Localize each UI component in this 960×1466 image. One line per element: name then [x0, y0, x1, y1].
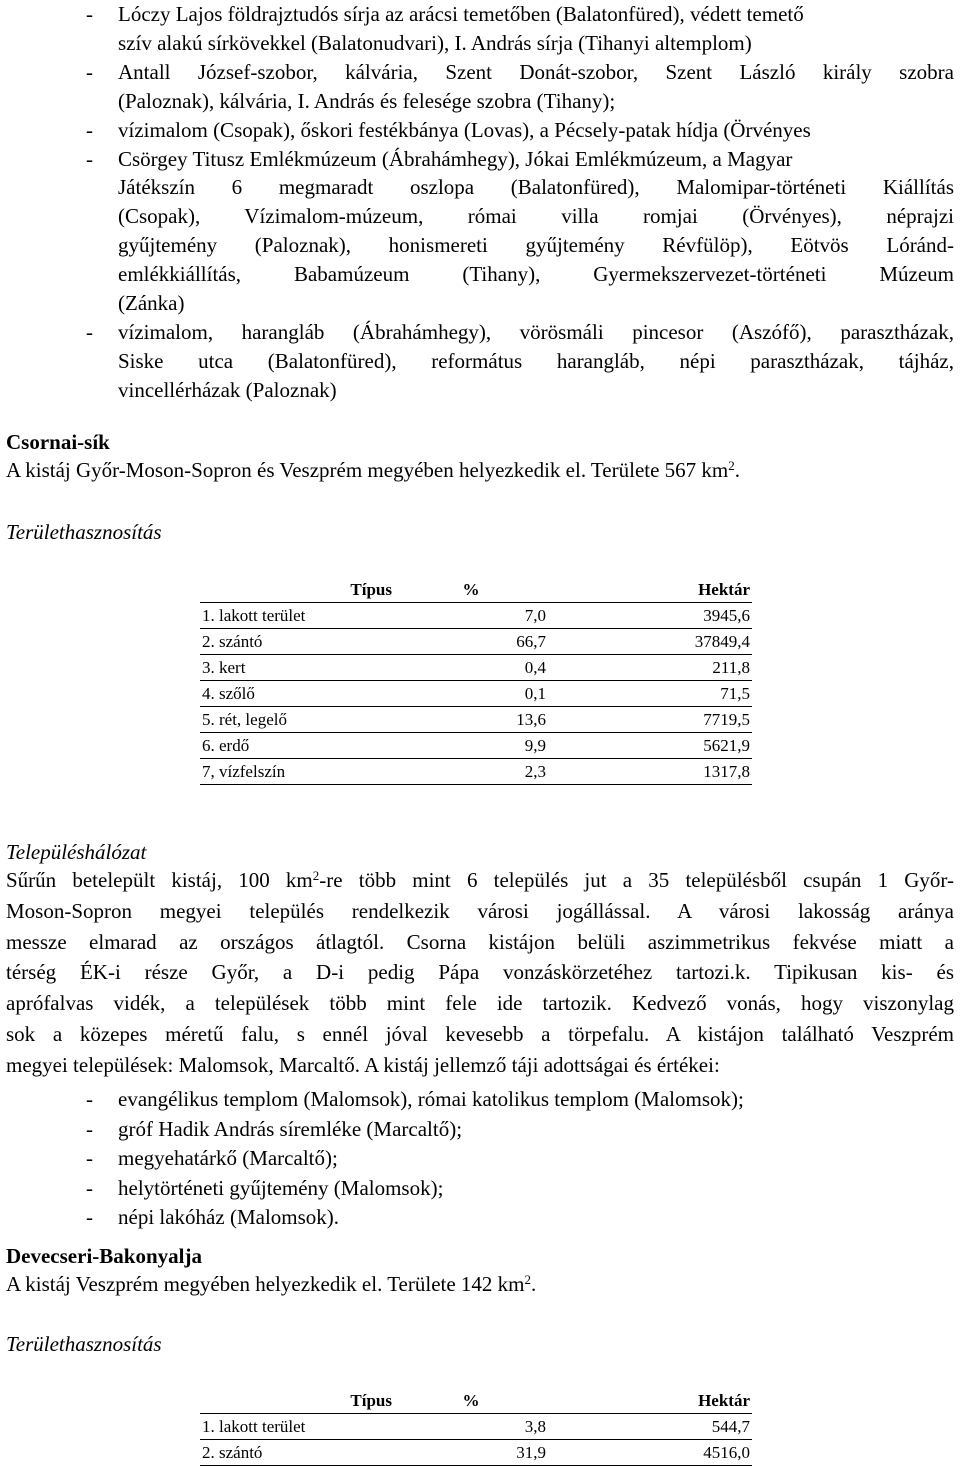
value-item: megyehatárkő (Marcaltő); [118, 1146, 338, 1170]
bullet-dash: - [86, 1205, 93, 1229]
table-header-row [200, 1388, 752, 1414]
bullet-line: emlékkiállítás, Babamúzeum (Tihany), Gyermekszervezet-történeti Múzeum [118, 262, 954, 287]
table-row [200, 603, 752, 629]
bullet-line: (Csopak), Vízimalom-múzeum, római villa romjai (Örvényes), néprajzi [118, 204, 954, 229]
cell-type: 7, vízfelszín [200, 759, 394, 785]
value-item: helytörténeti gyűjtemény (Malomsok); [118, 1175, 444, 1200]
col-header-percent: % [394, 577, 548, 603]
bullet-line: vincellérházak (Paloznak) [118, 377, 337, 402]
bullet-line: (Paloznak), kálvária, I. András és felesége szobra (Tihany); [118, 88, 616, 113]
bullet-line: vízimalom (Csopak), őskori festékbánya (Lovas), a Pécsely-patak hídja (Örvényes [118, 117, 811, 142]
col-header-hectare: Hektár [548, 577, 752, 603]
table-row [200, 1440, 752, 1466]
table-header-row [200, 577, 752, 603]
cell-percent: 0,1 [394, 681, 548, 707]
bullet-line: szív alakú sírkövekkel (Balatonudvari), I. András sírja (Tihanyi altemplom) [118, 30, 752, 55]
csornai-land-use-heading: Területhasznosítás [6, 520, 162, 544]
cell-percent: 7,0 [394, 603, 548, 629]
bullet-line: Csörgey Titusz Emlékmúzeum (Ábrahámhegy), Jókai Emlékmúzeum, a Magyar [118, 146, 793, 171]
value-item: evangélikus templom (Malomsok), római katolikus templom (Malomsok); [118, 1087, 744, 1111]
bullet-dash: - [86, 117, 93, 142]
bullet-dash: - [86, 146, 93, 171]
bullet-dash: - [86, 319, 93, 344]
csornai-title: Csornai-sík [6, 430, 110, 454]
devecser-intro: A kistáj Veszprém megyében helyezkedik el. Területe 142 $km^2$. [6, 1272, 537, 1296]
cell-type: 2. szántó [200, 1440, 394, 1466]
bullet-dash: - [86, 2, 93, 26]
bullet-dash: - [86, 1116, 93, 1141]
col-header-hectare: Hektár [548, 1388, 752, 1414]
bullet-line: gyűjtemény (Paloznak), honismereti gyűjtemény Révfülöp), Eötvös Lóránd- [118, 233, 954, 258]
csornai-network-heading: Településhálózat [6, 840, 147, 864]
table-row [200, 681, 752, 707]
paragraph-line: sok a közepes méretű falu, s ennél jóval kevesebb a törpefalu. A kistájon található Veszprém [6, 1022, 954, 1046]
paragraph-line: Sűrűn betelepült kistáj, 100 $km^2-re$ több mint 6 település jut a 35 településből csupán 1 Győr- [6, 868, 954, 892]
cell-percent: 31,9 [394, 1440, 548, 1466]
bullet-line: Lóczy Lajos földrajztudós sírja az arácsi temetőben (Balatonfüred), védett temető [118, 2, 804, 26]
devecser-land-use-heading: Területhasznosítás [6, 1332, 162, 1356]
table-row [200, 1414, 752, 1440]
cell-percent: 66,7 [394, 629, 548, 655]
table-row [200, 707, 752, 733]
cell-percent: 3,8 [394, 1414, 548, 1440]
cell-percent: 0,4 [394, 655, 548, 681]
bullet-line: (Zánka) [118, 291, 185, 315]
paragraph-line: megyei települések: Malomsok, Marcaltő. A kistáj jellemző táji adottságai és értékei: [6, 1052, 720, 1077]
cell-hectare: 71,5 [548, 681, 752, 707]
bullet-dash: - [86, 1175, 93, 1200]
col-header-type: Típus [200, 577, 394, 603]
cell-hectare: 4516,0 [548, 1440, 752, 1466]
cell-hectare: 1317,8 [548, 759, 752, 785]
csornai-intro: A kistáj Győr-Moson-Sopron és Veszprém megyében helyezkedik el. Területe 567 $km^2$. [6, 458, 741, 482]
cell-percent: 9,9 [394, 733, 548, 759]
bullet-line: Siske utca (Balatonfüred), református harangláb, népi parasztházak, tájház, [118, 348, 954, 373]
cell-hectare: 5621,9 [548, 733, 752, 759]
cell-percent: 2,3 [394, 759, 548, 785]
cell-hectare: 211,8 [548, 655, 752, 681]
cell-type: 4. szőlő [200, 681, 394, 707]
cell-type: 1. lakott terület [200, 1414, 394, 1440]
cell-hectare: 544,7 [548, 1414, 752, 1440]
csornai-land-use-table [200, 577, 752, 785]
paragraph-line: aprófalvas vidék, a települések több mint fele ide tartozik. Kedvező vonás, hogy viszonylag [6, 991, 954, 1016]
value-item: gróf Hadik András síremléke (Marcaltő); [118, 1116, 463, 1141]
bullet-line: Játékszín 6 megmaradt oszlopa (Balatonfüred), Malomipar-történeti Kiállítás [118, 175, 954, 200]
cell-type: 3. kert [200, 655, 394, 681]
devecser-title: Devecseri-Bakonyalja [6, 1244, 202, 1268]
cell-hectare: 3945,6 [548, 603, 752, 629]
bullet-line: vízimalom, harangláb (Ábrahámhegy), vörösmáli pincesor (Aszófő), parasztházak, [118, 319, 954, 344]
table-row [200, 629, 752, 655]
paragraph-line: térség ÉK-i része Győr, a D-i pedig Pápa vonzáskörzetéhez tartozi.k. Tipikusan kis- és [6, 960, 954, 985]
cell-type: 1. lakott terület [200, 603, 394, 629]
cell-hectare: 37849,4 [548, 629, 752, 655]
bullet-dash: - [86, 59, 93, 84]
col-header-type: Típus [200, 1388, 394, 1414]
cell-type: 6. erdő [200, 733, 394, 759]
bullet-line: Antall József-szobor, kálvária, Szent Donát-szobor, Szent László király szobra [118, 59, 954, 84]
table-row [200, 655, 752, 681]
bullet-dash: - [86, 1146, 93, 1170]
table-row [200, 759, 752, 785]
table-row [200, 733, 752, 759]
cell-hectare: 7719,5 [548, 707, 752, 733]
bullet-dash: - [86, 1087, 93, 1111]
paragraph-line: messze elmarad az országos átlagtól. Csorna kistájon belüli aszimmetrikus fekvése miatt a [6, 929, 954, 954]
paragraph-line: Moson-Sopron megyei település rendelkezik városi jogállással. A városi lakosság aránya [6, 898, 954, 923]
devecser-land-use-table [200, 1388, 752, 1466]
cell-type: 2. szántó [200, 629, 394, 655]
col-header-percent: % [394, 1388, 548, 1414]
cell-percent: 13,6 [394, 707, 548, 733]
cell-type: 5. rét, legelő [200, 707, 394, 733]
value-item: népi lakóház (Malomsok). [118, 1205, 340, 1229]
